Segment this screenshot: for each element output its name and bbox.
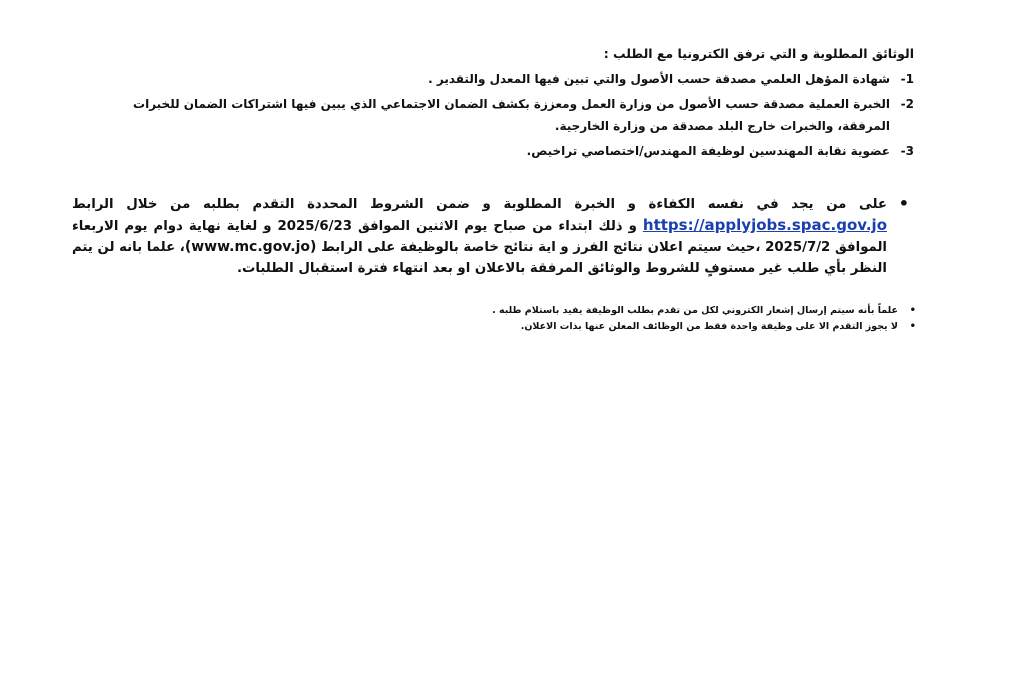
bullet-icon: • — [898, 194, 909, 213]
application-notice — [72, 194, 909, 279]
notice-text-2: و ذلك ابتداء من صباح يوم — [458, 219, 643, 234]
results-site: (www.mc.gov.jo) — [184, 239, 317, 255]
notice-text-5: ، علما بانه لن يتم النظر بأي طلب غير مستوفٍ للشروط والوثائق المرفقة بالاعلان او بعد انتهاء فترة استقبال الطلبات. — [72, 240, 887, 276]
apply-link[interactable]: https://applyjobs.spac.gov.jo — [642, 216, 887, 234]
document-item-2 — [94, 93, 914, 137]
document-number: 3- — [900, 144, 914, 158]
document-text: الخبرة العملية مصدقة حسب الأصول من وزارة العمل ومعززة بكشف الضمان الاجتماعي الذي يبين فيها اشتراكات الضمان للخبرات المرفقة، والخبرات خارج البلد مصدقة من وزارة الخارجية. — [133, 97, 890, 133]
document-text: عضوية نقابة المهندسين لوظيفة المهندس/اختصاصي تراخيص. — [526, 144, 890, 158]
required-documents-list — [94, 68, 914, 165]
note-item-1 — [492, 303, 916, 319]
document-item-3 — [94, 140, 914, 162]
note-text: لا يجوز التقدم الا على وظيفة واحدة فقط من الوظائف المعلن عنها بذات الاعلان. — [520, 321, 898, 332]
document-item-1 — [94, 68, 914, 90]
notice-text-3: الموافق 2025/6/23 و لغاية نهاية دوام يوم — [118, 219, 417, 234]
bullet-icon: • — [909, 321, 916, 332]
document-number: 2- — [900, 97, 914, 111]
documents-heading: الوثائق المطلوبة و التي ترفق الكترونيا مع الطلب : — [603, 46, 914, 61]
document-number: 1- — [900, 72, 914, 86]
end-day: الاربعاء — [72, 219, 119, 234]
notice-text-1: على من يجد في نفسه الكفاءة و الخبرة المطلوبة و ضمن الشروط المحددة التقدم بطلبه من خلال الرابط — [72, 197, 887, 212]
document-text: شهادة المؤهل العلمي مصدقة حسب الأصول والتي تبين فيها المعدل والتقدير . — [428, 72, 890, 86]
notes-list — [492, 303, 916, 335]
note-text: علماً بأنه سيتم إرسال إشعار الكتروني لكل من تقدم بطلب الوظيفة يفيد باستلام طلبه . — [492, 305, 898, 316]
notice-text-4: الموافق 2025/7/2 ،حيث سيتم اعلان نتائج الفرز و اية نتائج خاصة بالوظيفة على الرابط — [316, 240, 887, 255]
start-day: الاثنين — [416, 219, 459, 234]
note-item-2 — [492, 319, 916, 335]
bullet-icon: • — [909, 305, 916, 316]
